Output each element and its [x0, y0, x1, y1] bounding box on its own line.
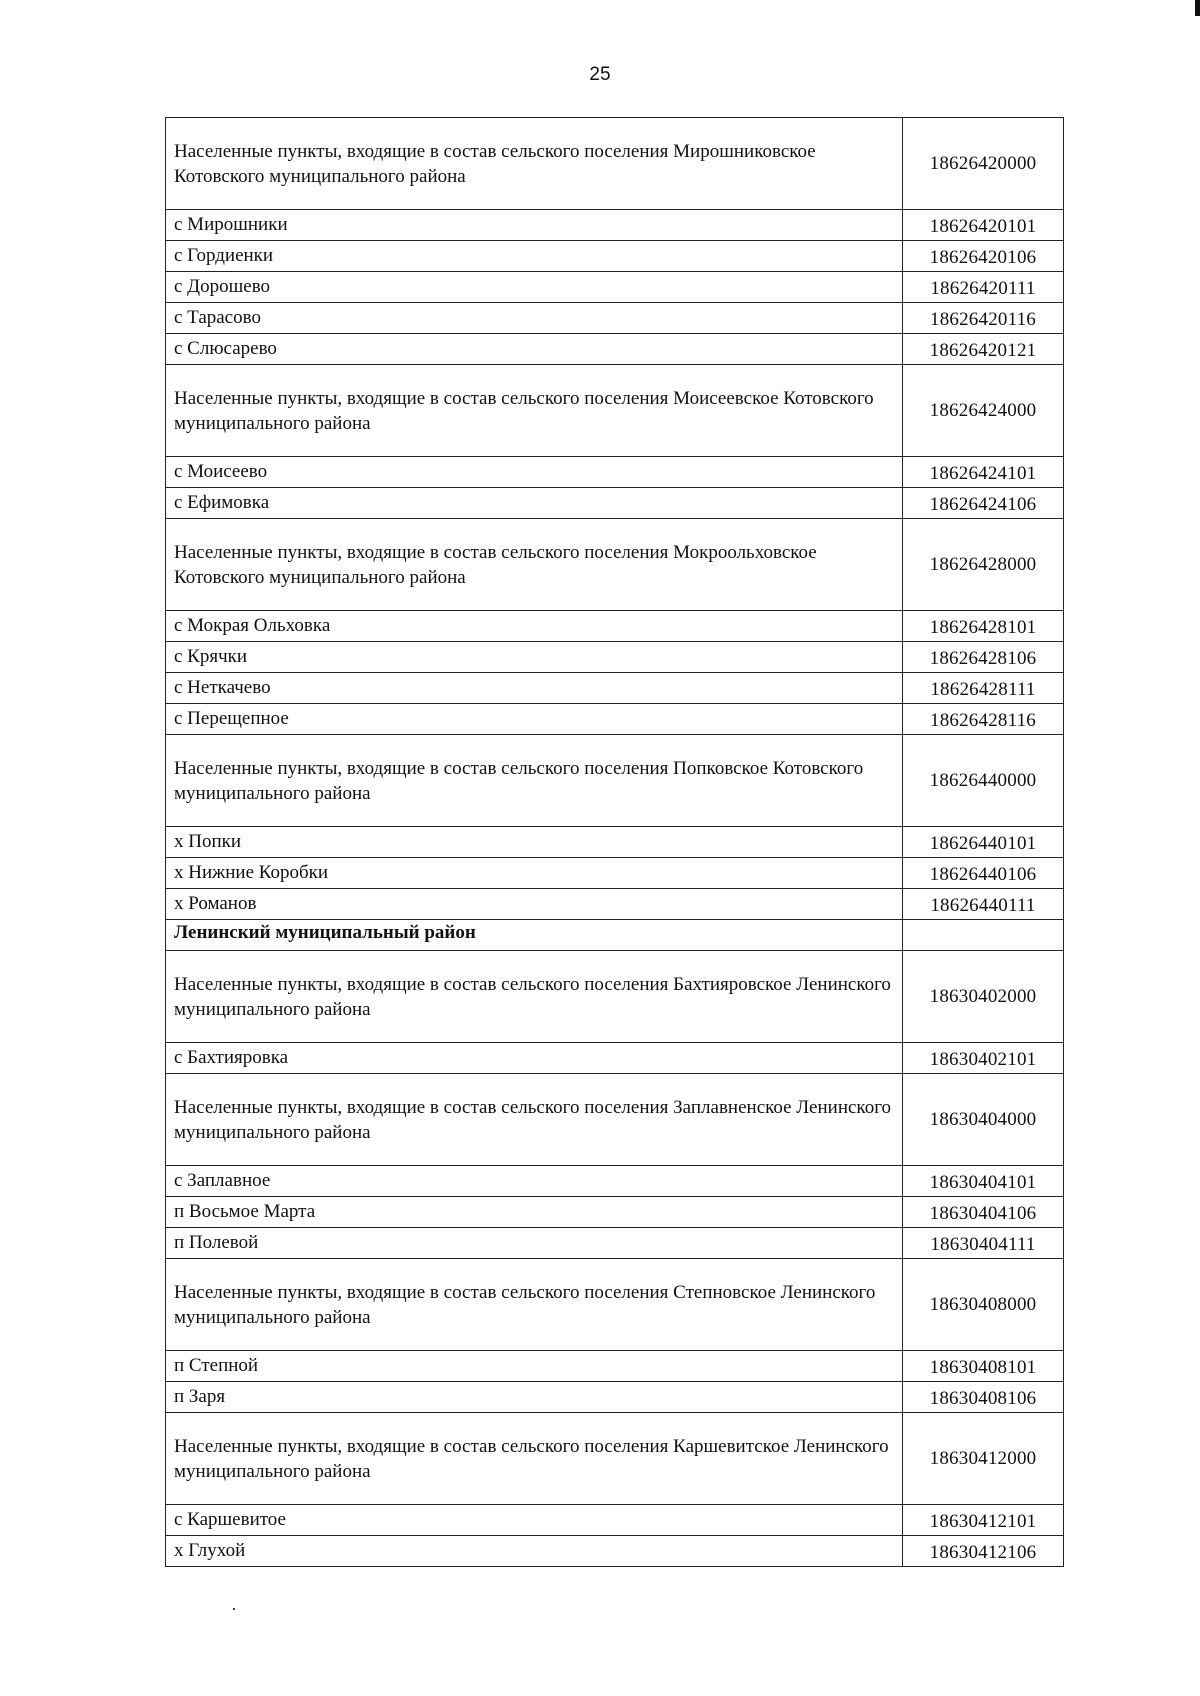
settlement-name-cell: с Бахтияровка — [166, 1043, 903, 1074]
oktmo-code-cell: 18630404111 — [903, 1228, 1064, 1259]
group-name-cell: Населенные пункты, входящие в состав сельского поселения Моисеевское Котовского муниципального района — [166, 365, 903, 457]
oktmo-code-cell: 18630402000 — [903, 951, 1064, 1043]
settlement-name-cell: с Ефимовка — [166, 488, 903, 519]
settlement-name-cell: с Гордиенки — [166, 241, 903, 272]
oktmo-code-cell: 18626428106 — [903, 642, 1064, 673]
settlement-name-cell: с Тарасово — [166, 303, 903, 334]
settlement-row — [166, 334, 1064, 365]
settlement-name-cell: с Мокрая Ольховка — [166, 611, 903, 642]
oktmo-code-cell: 18630404106 — [903, 1197, 1064, 1228]
settlement-row — [166, 1228, 1064, 1259]
settlement-group-row — [166, 365, 1064, 457]
oktmo-code-cell: 18630412000 — [903, 1413, 1064, 1505]
group-name-cell: Населенные пункты, входящие в состав сельского поселения Бахтияровское Ленинского муниципального района — [166, 951, 903, 1043]
oktmo-code-cell: 18626428101 — [903, 611, 1064, 642]
oktmo-code-cell: 18626440111 — [903, 889, 1064, 920]
settlement-row — [166, 858, 1064, 889]
oktmo-code-cell: 18626440106 — [903, 858, 1064, 889]
settlement-row — [166, 827, 1064, 858]
settlement-row — [166, 1043, 1064, 1074]
oktmo-code-cell: 18626424000 — [903, 365, 1064, 457]
settlement-name-cell: х Нижние Коробки — [166, 858, 903, 889]
settlement-group-row — [166, 735, 1064, 827]
settlement-group-row — [166, 1259, 1064, 1351]
settlement-row — [166, 704, 1064, 735]
settlement-row — [166, 1505, 1064, 1536]
settlement-name-cell: с Неткачево — [166, 673, 903, 704]
settlement-name-cell: п Восьмое Марта — [166, 1197, 903, 1228]
settlement-name-cell: с Перещепное — [166, 704, 903, 735]
oktmo-code-cell: 18630404000 — [903, 1074, 1064, 1166]
scan-edge-mark — [1195, 0, 1200, 16]
settlement-row — [166, 889, 1064, 920]
settlement-row — [166, 1197, 1064, 1228]
oktmo-code-cell: 18626424101 — [903, 457, 1064, 488]
settlement-name-cell: с Каршевитое — [166, 1505, 903, 1536]
settlement-row — [166, 611, 1064, 642]
group-name-cell: Населенные пункты, входящие в состав сельского поселения Заплавненское Ленинского муниципального района — [166, 1074, 903, 1166]
settlement-row — [166, 1382, 1064, 1413]
settlement-row — [166, 642, 1064, 673]
oktmo-code-cell: 18626420121 — [903, 334, 1064, 365]
district-name-cell: Ленинский муниципальный район — [166, 920, 903, 951]
settlement-row — [166, 303, 1064, 334]
oktmo-code-cell: 18626420101 — [903, 210, 1064, 241]
settlement-group-row — [166, 1413, 1064, 1505]
oktmo-code-cell: 18630412106 — [903, 1536, 1064, 1567]
settlement-name-cell: п Полевой — [166, 1228, 903, 1259]
settlement-name-cell: с Дорошево — [166, 272, 903, 303]
settlement-group-row — [166, 951, 1064, 1043]
oktmo-code-cell: 18626428116 — [903, 704, 1064, 735]
settlement-group-row — [166, 118, 1064, 210]
settlement-name-cell: с Моисеево — [166, 457, 903, 488]
settlement-row — [166, 1351, 1064, 1382]
oktmo-code-cell: 18630402101 — [903, 1043, 1064, 1074]
settlement-name-cell: с Мирошники — [166, 210, 903, 241]
settlement-name-cell: п Степной — [166, 1351, 903, 1382]
oktmo-code-cell: 18626420116 — [903, 303, 1064, 334]
table-body — [166, 118, 1064, 1567]
settlement-name-cell: с Слюсарево — [166, 334, 903, 365]
settlement-row — [166, 272, 1064, 303]
oktmo-code-cell: 18626420106 — [903, 241, 1064, 272]
settlement-name-cell: х Попки — [166, 827, 903, 858]
oktmo-code-cell: 18626420111 — [903, 272, 1064, 303]
group-name-cell: Населенные пункты, входящие в состав сельского поселения Каршевитское Ленинского муниципального района — [166, 1413, 903, 1505]
oktmo-code-cell — [903, 920, 1064, 951]
settlement-row — [166, 241, 1064, 272]
settlement-row — [166, 673, 1064, 704]
group-name-cell: Населенные пункты, входящие в состав сельского поселения Мокроольховское Котовского муниципального района — [166, 519, 903, 611]
scan-speck — [233, 1608, 235, 1610]
oktmo-code-cell: 18626440101 — [903, 827, 1064, 858]
oktmo-code-cell: 18626428000 — [903, 519, 1064, 611]
group-name-cell: Населенные пункты, входящие в состав сельского поселения Попковское Котовского муниципального района — [166, 735, 903, 827]
settlement-group-row — [166, 1074, 1064, 1166]
group-name-cell: Населенные пункты, входящие в состав сельского поселения Степновское Ленинского муниципального района — [166, 1259, 903, 1351]
settlement-row — [166, 1536, 1064, 1567]
oktmo-code-cell: 18626424106 — [903, 488, 1064, 519]
oktmo-code-cell: 18626420000 — [903, 118, 1064, 210]
oktmo-code-cell: 18630408101 — [903, 1351, 1064, 1382]
settlement-name-cell: с Крячки — [166, 642, 903, 673]
settlement-row — [166, 1166, 1064, 1197]
settlement-name-cell: х Романов — [166, 889, 903, 920]
district-header-row — [166, 920, 1064, 951]
settlement-name-cell: с Заплавное — [166, 1166, 903, 1197]
settlement-row — [166, 210, 1064, 241]
settlement-name-cell: п Заря — [166, 1382, 903, 1413]
oktmo-code-cell: 18630408106 — [903, 1382, 1064, 1413]
oktmo-code-cell: 18630408000 — [903, 1259, 1064, 1351]
group-name-cell: Населенные пункты, входящие в состав сельского поселения Мирошниковское Котовского муниципального района — [166, 118, 903, 210]
settlements-table — [165, 117, 1064, 1567]
settlement-row — [166, 457, 1064, 488]
oktmo-code-cell: 18630404101 — [903, 1166, 1064, 1197]
page-number: 25 — [589, 64, 611, 85]
oktmo-code-cell: 18626440000 — [903, 735, 1064, 827]
settlement-row — [166, 488, 1064, 519]
oktmo-code-cell: 18626428111 — [903, 673, 1064, 704]
oktmo-code-cell: 18630412101 — [903, 1505, 1064, 1536]
settlement-name-cell: х Глухой — [166, 1536, 903, 1567]
settlement-group-row — [166, 519, 1064, 611]
